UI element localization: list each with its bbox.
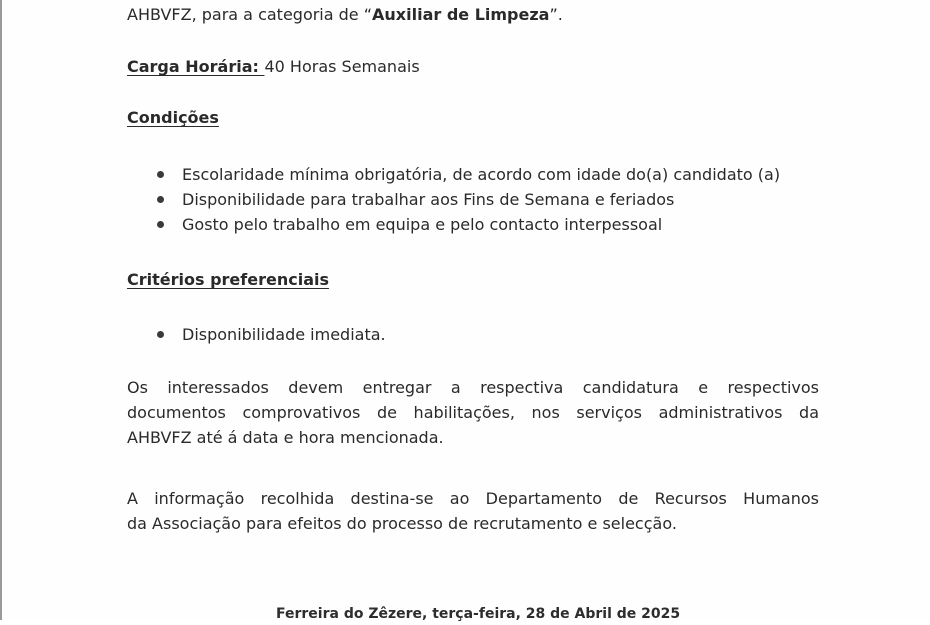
list-item [127,212,780,237]
info-paragraph [127,486,819,536]
paragraph-line: Os interessados devem entregar a respectiva candidatura e respectivos [127,378,819,397]
bullet-icon [157,196,164,203]
conditions-heading: Condições [127,108,219,127]
scan-edge [0,0,2,620]
list-item-text: Gosto pelo trabalho em equipa e pelo contacto interpessoal [182,215,663,234]
list-item [127,162,780,187]
workload-line [127,54,420,79]
paragraph-line: documentos comprovativos de habilitações, nos serviços administrativos da [127,403,819,422]
intro-line [127,2,563,27]
workload-value: 40 Horas Semanais [264,57,420,76]
place-date-footer: Ferreira do Zêzere, terça-feira, 28 de Abril de 2025 [276,606,681,622]
job-category: Auxiliar de Limpeza [372,5,550,24]
list-item [127,187,780,212]
workload-label: Carga Horária: [127,57,265,76]
bullet-icon [157,171,164,178]
paragraph-line: AHBVFZ até á data e hora mencionada. [127,428,444,447]
list-item-text: Escolaridade mínima obrigatória, de acordo com idade do(a) candidato (a) [182,165,781,184]
conditions-list [127,162,780,237]
paragraph-line: A informação recolhida destina-se ao Departamento de Recursos Humanos [127,489,819,508]
intro-suffix: ”. [549,5,563,24]
paragraph-line: da Associação para efeitos do processo de recrutamento e selecção. [127,514,677,533]
list-item-text: Disponibilidade imediata. [182,325,386,344]
preferential-heading: Critérios preferenciais [127,270,329,289]
bullet-icon [157,221,164,228]
list-item [127,322,386,347]
list-item-text: Disponibilidade para trabalhar aos Fins de Semana e feriados [182,190,675,209]
application-paragraph [127,375,819,450]
preferential-list [127,322,386,347]
bullet-icon [157,331,164,338]
intro-prefix: AHBVFZ, para a categoria de “ [127,5,373,24]
